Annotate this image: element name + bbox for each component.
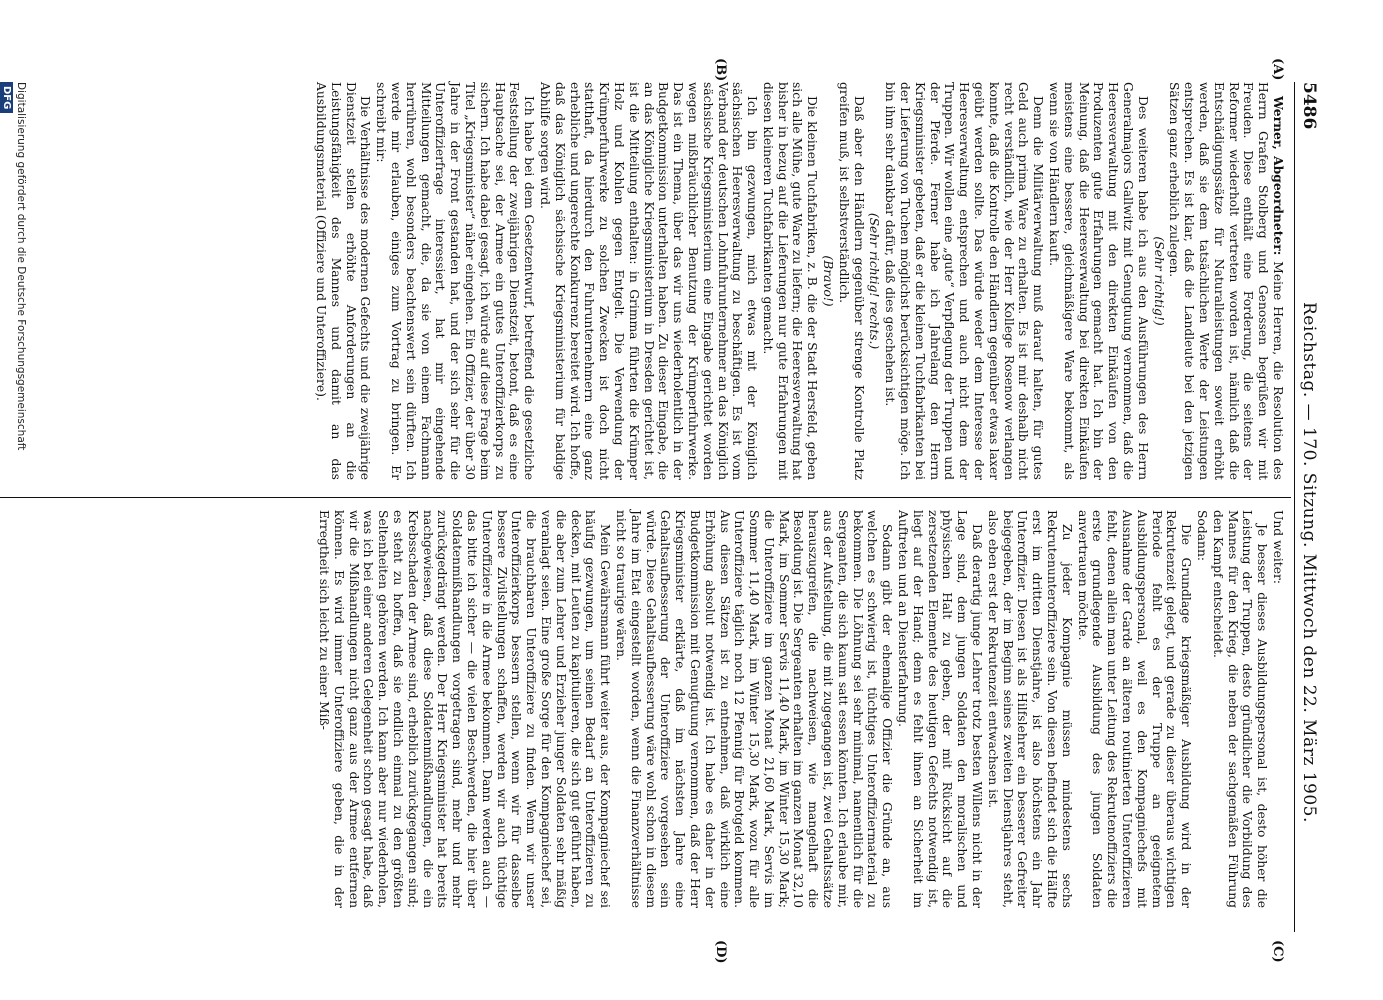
margin-marker-d: (D) — [713, 940, 728, 964]
paragraph — [1046, 82, 1150, 480]
digitization-note: Digitalisierung gefördert durch die Deutsche Forschungsgemeinschaft — [15, 82, 27, 451]
paragraph-text: Sodann: — [1195, 510, 1210, 562]
paragraph — [1075, 510, 1193, 908]
paragraph — [373, 82, 536, 480]
paragraph — [1151, 82, 1166, 480]
paragraph — [537, 82, 759, 480]
left-column — [312, 82, 1285, 480]
paragraph-text: Und weiter: — [1271, 510, 1285, 585]
speaker-name: Werner, Abgeordneter: — [1271, 96, 1286, 256]
paragraph — [760, 82, 819, 480]
paragraph-text: Die Grundlage kriegsmäßiger Ausbildung wird in der Rekrutenzeit gelegt, und gerade zu dieser überaus wichtigen Periode fehlt es der Truppe an geeignetem Ausbildungspersonal, weil es den Kompagniechefs mit Ausnahme der Garde an älteren routinierten Unteroffizieren fehlt, denen allein man unter Leitung des Rekrutenoffiziers die erste grundlegende Ausbildung des jungen Soldaten anvertrauen möchte. — [1075, 510, 1194, 908]
paragraph-text: Ich habe bei dem Gesetzentwurf, betreffend die gesetzliche Feststellung der zweijährigen Dienstzeit, betont, daß es eine Hauptsache sei, der Armee ein gutes Unteroffizierkorps zu sichern. Ich habe dabei gesagt, ich würde auf diese Frage beim Titel „Kriegsminister“ näher eingehen. Ein Offizier, der über 30 Jahre in der Front gestanden hat, und der sich sehr für die Unteroffizierfrage interessiert, hat mir eingehende Mitteilungen gemacht, die, da sie von einem Fachmann herrühren, wohl besonders beachtenswert sein dürften. Ich werde mir erlauben, einiges zum Vortrag zu bringen. Er schreibt mir: — [374, 82, 537, 480]
dfg-logo: DFG — [0, 82, 13, 113]
paragraph-text: Des weiteren habe ich aus den Ausführungen des Herrn Generalmajors Gallwitz mit Genugtuung vernommen, daß die Heeresverwaltung mit den direkten Einkäufen von den Produzenten gute Erfahrungen gemacht hat. Ich bin der Meinung, daß die Heeresverwaltung bei direkten Einkäufen meistens eine bessere, gleichmäßigere Ware bekommt, als wenn sie von Händlern kauft. — [1047, 82, 1150, 480]
paragraph — [316, 510, 612, 908]
paragraph — [867, 82, 882, 480]
paragraph-text: Ich bin gezwungen, mich etwas mit der Königlich sächsischen Heeresverwaltung zu beschäftigen. Es ist vom Verband der deutschen Lohnfuhrunternehmer an das Königlich sächsische Kriegsministerium eine Eingabe gerichtet worden wegen mißbräuchlicher Benutzung der Krümperfuhrwerke. Das ist ein Thema, über das wir uns wiederholentlich in der Budgetkommission unterhalten haben. Zu dieser Eingabe, die an das Königliche Kriegsministerium in Dresden gerichtet ist, ist die Mitteilung enthalten: in Grimma führten die Krümper Holz und Kohlen gegen Entgelt. Die Verwendung der Krümperfuhrwerke zu solchen Zwecken ist doch nicht statthaft, da hierdurch den Fuhrunternehmern eine ganz erhebliche und ungerechte Konkurrenz bereitet wird. Ich hoffe, daß das Königlich sächsische Kriegsministerium für baldige Abhilfe sorgen wird. — [537, 82, 760, 480]
page-number: 5486 — [1299, 82, 1319, 130]
paragraph — [1167, 82, 1285, 480]
paragraph-text: Die Verhältnisse des modernen Gefechts und die zweijährige Dienstzeit stellen erhöhte Anforderungen an die Leistungsfähigkeit des Mannes und damit an das Ausbildungsmaterial (Offiziere und Unteroffiziere). — [314, 82, 373, 480]
paragraph-text: Meine Herren, die Resolution des Herrn Grafen Stolberg und Genossen begrüßen wir mit Freuden. Diese enthält eine Forderung, die seitens der Reformer wiederholt vertreten worden ist, nämlich daß die Entschädigungssätze für Naturalleistungen soweit erhöht werden, daß sie dem tatsächlichen Werte der Leistungen entsprechen. Es ist klar, daß die Landleute bei den jetzigen Sätzen ganz erheblich zulegen. — [1167, 82, 1285, 480]
paragraph — [820, 82, 835, 480]
paragraph-text: (Bravo!) — [821, 255, 836, 307]
paragraph-text: Daß aber den Händlern gegenüber strenge Kontrolle Platz greifen muß, ist selbstverständlich. — [836, 82, 866, 480]
paragraph — [313, 82, 372, 480]
paragraph-text: Mein Gewährsmann führt weiter aus, der Kompagniechef sei häufig gezwungen, um seinen Bedarf an Unteroffizieren zu decken, mit Leuten zu kapitulieren, die sich gut geführt haben, die aber zum Lehrer und Erzieher junger Soldaten sehr mäßig veranlagt seien. Eine große Sorge für den Kompagniechef sei, die brauchbaren Unteroffiziere zu finden. Wenn wir unser Unteroffizierkorps bessern stellen, wenn wir für dasselbe bessere Zivilstellungen schaffen, werden wir auch tüchtige Unteroffiziere in die Armee bekommen. Dann werden auch — das bitte ich sicher — die vielen Beschwerden, die hier über Soldatenmißhandlungen vorgetragen sind, mehr und mehr zurückgedrängt werden. Der Herr Kriegsminister hat bereits nachgewiesen, daß diese Soldatenmißhandlungen, die ein Krebsschaden der Armee sind, erheblich zurückgegangen sind; es steht zu hoffen, daß sie endlich einmal zu den größten Seltenheiten gehören werden. Ich kann aber nur wiederholen, was ich bei einer anderen Gelegenheit schon gesagt habe, daß wir die Mißhandlungen nicht ganz aus der Armee entfernen können. Es wird immer Unteroffiziere geben, die in der Erregtheit sich leicht zu einer Miß- — [317, 510, 613, 908]
paragraph-text: Die kleinen Tuchfabriken, z. B. die der Stadt Hersfeld, geben sich alle Mühe, gute Ware zu liefern; die Heeresverwaltung hat bisher in bezug auf die Lieferungen nur gute Erfahrungen mit diesen kleineren Tuchfabrikanten gemacht. — [760, 82, 820, 480]
paragraph-text: (Sehr richtig! rechts.) — [867, 212, 882, 350]
paragraph-text: Denn die Militärverwaltung muß darauf halten, für gutes Geld auch prima Ware zu erhalten. Es ist mir deshalb nicht recht verständlich, wie der Herr Kollege Rosenow verlangen konnte, daß die Kontrolle den Händlern gegenüber etwas laxer geübt werden sollte. Das würde weder dem Interesse der Heeresverwaltung entsprechen und auch nicht dem der Truppen. Wir wollen eine „gute“ Verpflegung der Truppen und der Pferde. Ferner habe ich Jahrelang den Herrn Kriegsminister gebeten, daß er die kleinen Tuchfabrikanten bei der Lieferung von Tuchen möglichst berücksichtigen möge. Ich bin ihm sehr dankbar dafür, daß dies geschehen ist. — [883, 82, 1046, 480]
page-title: Reichstag. — 170. Sitzung. Mittwoch den 22. März 1905. — [1299, 302, 1319, 823]
paragraph-text: Daß derartig junge Lehrer trotz besten Willens nicht in der Lage sind, dem jungen Soldaten den moralischen und physischen Halt zu geben, der mit Rücksicht auf die zersetzenden Elemente des heutigen Gefechts notwendig ist, liegt auf der Hand; denn es fehlt ihnen an Sicherheit im Auftreten und an Diensterfahrung. — [896, 510, 985, 908]
margin-marker-c: (C) — [1270, 940, 1285, 963]
paragraph — [836, 82, 866, 480]
paragraph — [985, 510, 1074, 908]
paragraph — [1194, 510, 1209, 908]
paragraph-text: Je besser dieses Ausbildungspersonal ist, desto höher die Leistung der Truppen, desto gründlicher die Vorbildung des Mannes für den Krieg, die neben der sachgemäßen Führung den Kampf entscheidet. — [1210, 510, 1270, 908]
margin-marker-a: (A) — [1270, 58, 1285, 81]
paragraph-text: Sodann gibt der ehemalige Offizier die Gründe an, aus welchen es schwierig ist, tüchtiges Unteroffiziermaterial zu bekommen. Die Löhnung sei sehr minimal, namentlich für die Sergeanten, die sich kaum satt essen könnten. Ich erlaube mir, aus der Aufstellung, die mit zugegangen ist, zwei Gehaltssätze herauszugreifen, die nachweisen, wie mangelhaft die Besoldung ist. Die Sergeanten erhalten im ganzen Monat 32,10 Mark, im Sommer Servis 11,40 Mark, im Winter 15,30 Mark; die Unteroffiziere im ganzen Monat 21,60 Mark, Servis im Sommer 11,40 Mark, im Winter 15,30 Mark, wozu für alle Unteroffiziere täglich noch 12 Pfennig für Brotgeld kommen. Aus diesen Sätzen ist zu entnehmen, daß wirklich eine Erhöhung absolut notwendig ist. Ich habe es daher in der Budgetkommission mit Genugtuung vernommen, daß der Herr Kriegsminister erklärte, daß im nächsten Jahre eine Gehaltsaufbesserung der Unteroffiziere vorgesehen sein würde. Diese Gehaltsaufbesserung wäre wohl schon in diesem Jahre im Etat eingestellt worden, wenn die Finanzverhältnisse nicht so traurige wären. — [613, 510, 895, 908]
paragraph — [895, 510, 984, 908]
paragraph — [613, 510, 894, 908]
paragraph-text: Zu jeder Kompagnie müssen mindestens sechs Rekrutenunteroffiziere sein. Von diesen befindet sich die Hälfte erst im dritten Dienstjahre, ist also höchstens ein Jahr Unteroffizier. Diesen ist als Hilfslehrer ein besserer Gefreiter beigegeben, der im Beginn seines zweiten Dienstjahres steht, also eben erst der Rekrutenzeit entwachsen ist. — [985, 510, 1074, 908]
right-column — [315, 510, 1285, 908]
paragraph — [1270, 510, 1285, 908]
page-header — [1294, 82, 1321, 932]
paragraph-text: (Sehr richtig!) — [1151, 236, 1166, 326]
paragraph — [882, 82, 1045, 480]
column-divider — [0, 497, 1291, 498]
paragraph — [1210, 510, 1269, 908]
margin-marker-b: (B) — [713, 58, 728, 82]
